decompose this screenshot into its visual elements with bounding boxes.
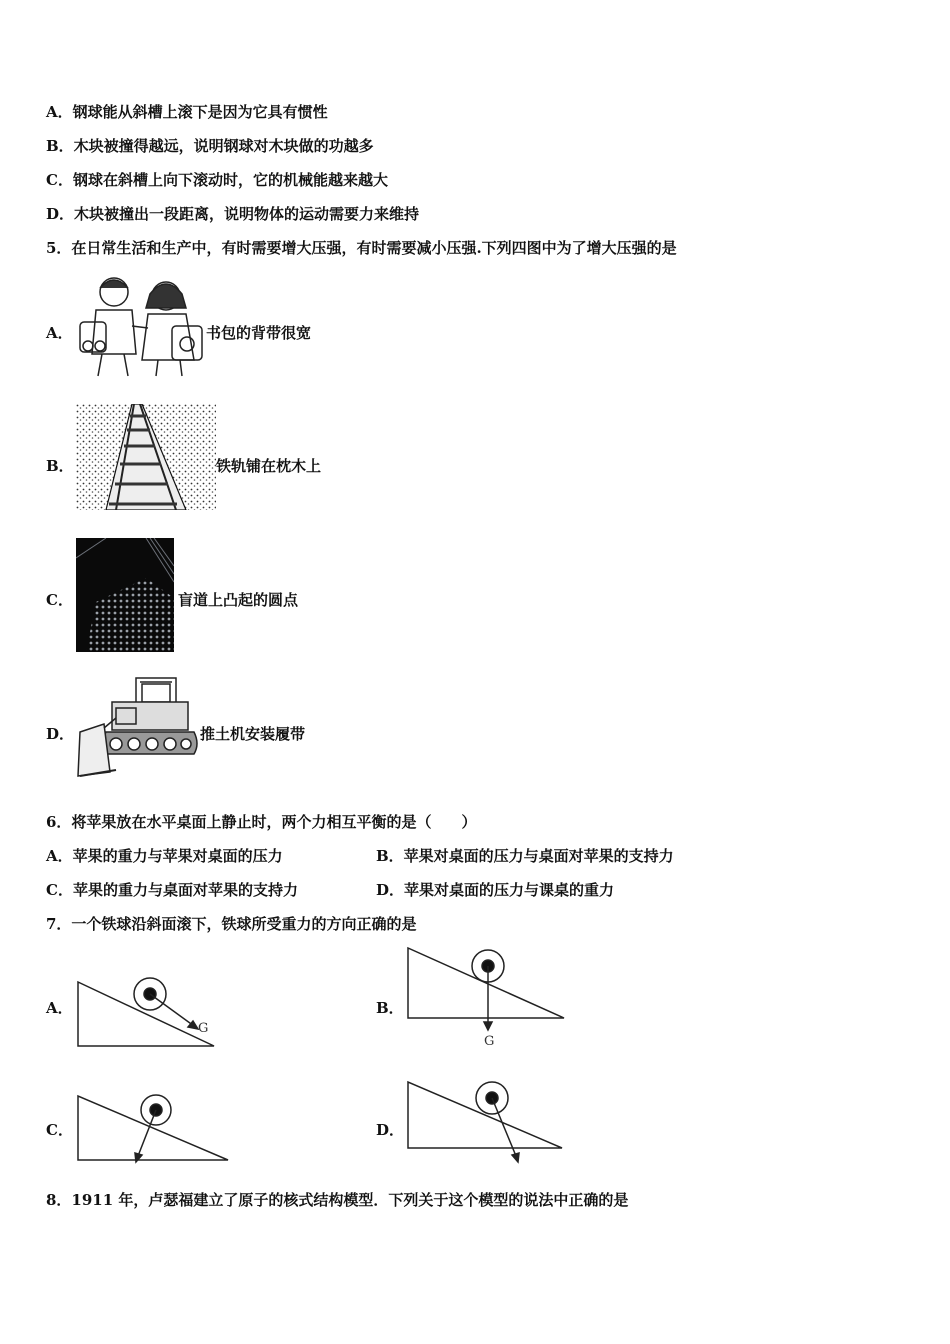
q4-option-b: B．木块被撞得越远，说明钢球对木块做的功越多	[46, 137, 374, 155]
q5-option-a-caption: 书包的背带很宽	[206, 324, 312, 342]
railway-track-icon	[76, 404, 216, 510]
q5-option-c-caption: 盲道上凸起的圆点	[178, 591, 299, 609]
q5-option-b-label: B．	[46, 457, 74, 475]
q7-b-force-label: G	[484, 1034, 495, 1049]
q6-option-d: D．苹果对桌面的压力与课桌的重力	[376, 881, 615, 899]
q4-option-d: D．木块被撞出一段距离，说明物体的运动需要力来维持	[46, 205, 420, 223]
q7-option-d-label: D．	[376, 1121, 405, 1139]
incline-diagram-c	[76, 1090, 232, 1166]
q5-option-c-label: C．	[46, 591, 73, 609]
tactile-paving-icon	[76, 538, 174, 652]
q6-option-c: C．苹果的重力与桌面对苹果的支持力	[46, 881, 298, 899]
q7-a-force-label: G	[198, 1021, 209, 1036]
incline-diagram-b	[404, 944, 570, 1050]
q5-option-d-caption: 推土机安装履带	[200, 725, 306, 743]
q7-stem: 7．一个铁球沿斜面滚下，铁球所受重力的方向正确的是	[46, 915, 417, 933]
incline-diagram-a	[76, 970, 220, 1050]
q7-option-b-label: B．	[376, 999, 404, 1017]
q6-option-b: B．苹果对桌面的压力与桌面对苹果的支持力	[376, 847, 674, 865]
q4-option-c: C．钢球在斜槽上向下滚动时，它的机械能越来越大	[46, 171, 388, 189]
q5-stem: 5．在日常生活和生产中，有时需要增大压强，有时需要减小压强.下列四图中为了增大压强的是	[46, 239, 677, 257]
q7-option-c-label: C．	[46, 1121, 73, 1139]
incline-diagram-d	[404, 1078, 568, 1166]
bulldozer-icon	[76, 672, 200, 778]
q5-option-b-caption: 铁轨铺在枕木上	[216, 457, 322, 475]
q5-option-d-label: D．	[46, 725, 75, 743]
q7-option-a-label: A．	[46, 999, 73, 1017]
students-backpack-icon	[76, 274, 206, 378]
q6-option-a: A．苹果的重力与苹果对桌面的压力	[46, 847, 283, 865]
q8-stem: 8．1911 年，卢瑟福建立了原子的核式结构模型．下列关于这个模型的说法中正确的是	[46, 1191, 629, 1209]
q6-stem: 6．将苹果放在水平桌面上静止时，两个力相互平衡的是（ ）	[46, 813, 477, 831]
q4-option-a: A．钢球能从斜槽上滚下是因为它具有惯性	[46, 103, 328, 121]
q5-option-a-label: A．	[46, 324, 73, 342]
